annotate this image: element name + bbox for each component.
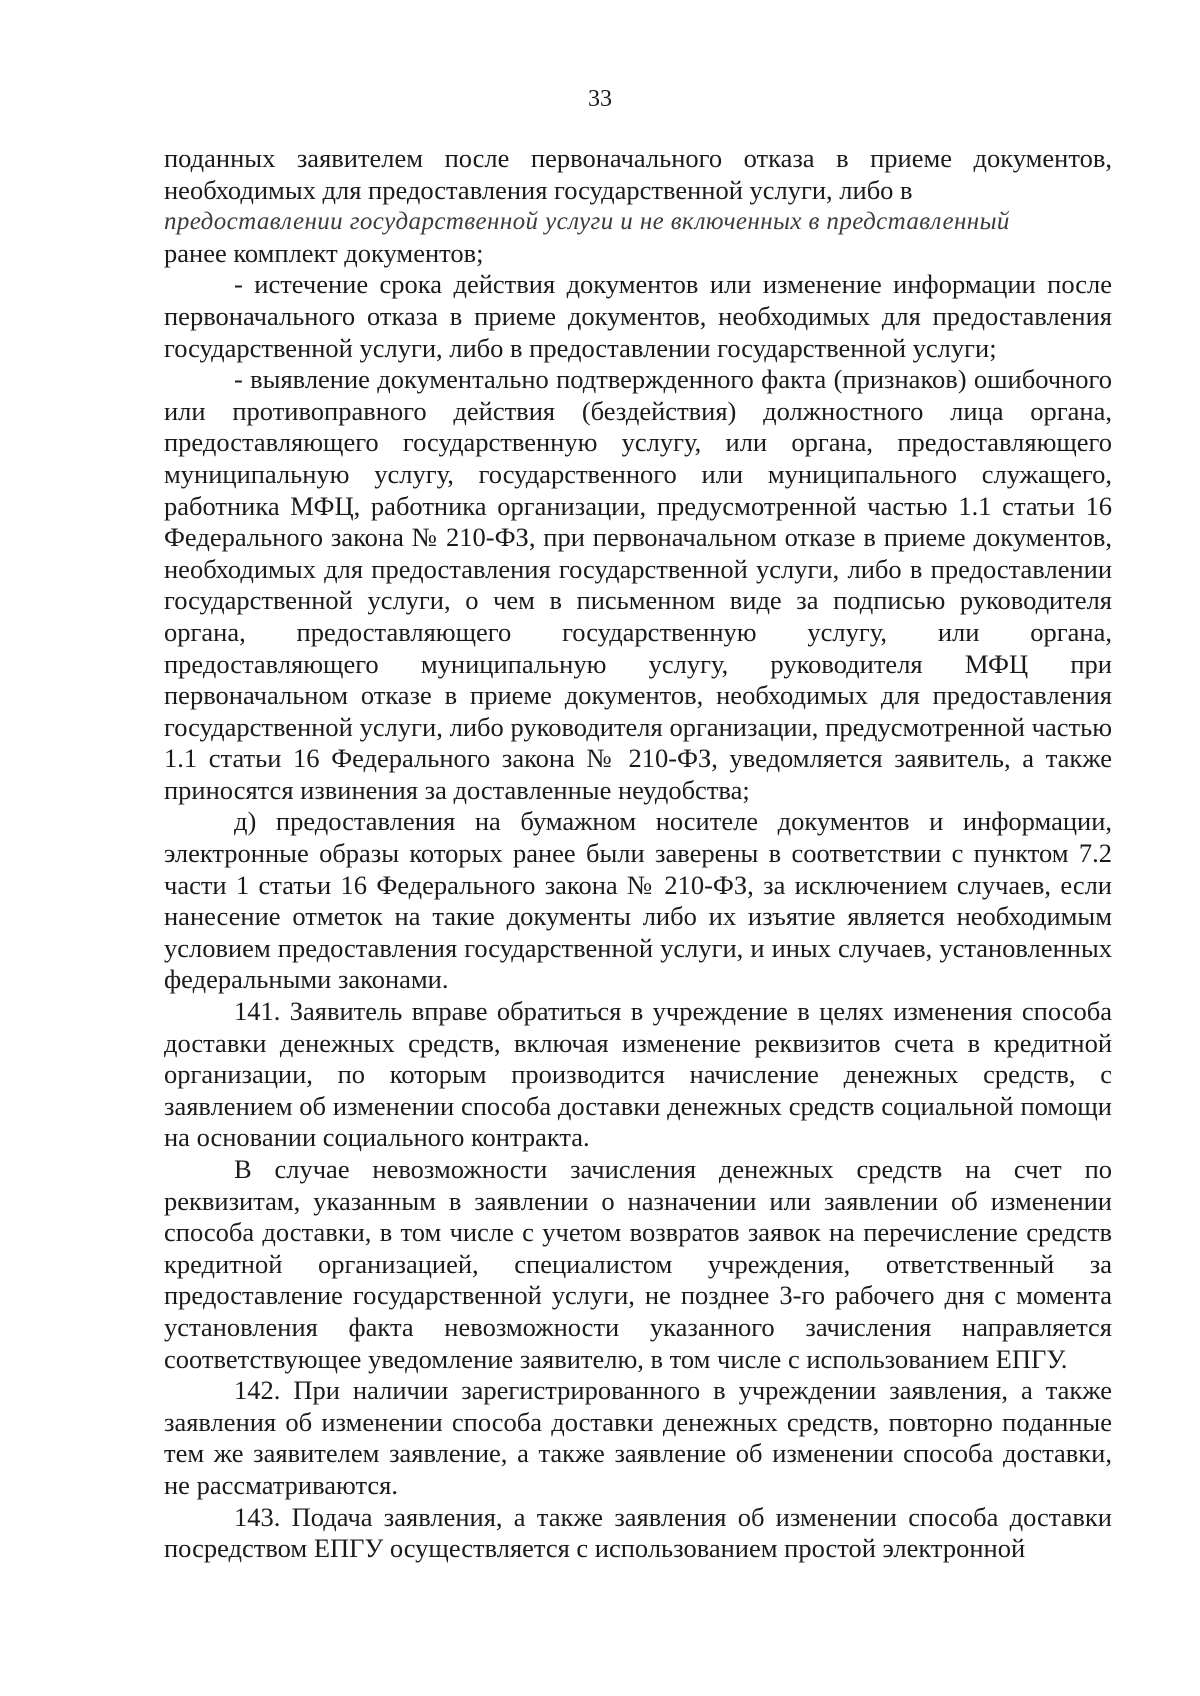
paragraph-142: 142. При наличии зарегистрированного в учреждении заявления, а также заявления об изменении способа доставки денежных средств, повторно поданные тем же заявителем заявление, а также заявление об изменении способа доставки, не рассматриваются. [164,1375,1112,1500]
paragraph-item-d: д) предоставления на бумажном носителе документов и информации, электронные образы которых ранее были заверены в соответствии с пунктом 7.2 части 1 статьи 16 Федерального закона № 210-ФЗ, за исключением случаев, если нанесение отметок на такие документы либо их изъятие является необходимым условием предоставления государственной услуги, и иных случаев, установленных федеральными законами. [164,806,1112,995]
paragraph-error-detection: - выявление документально подтвержденного факта (признаков) ошибочного или противоправного действия (бездействия) должностного лица органа, предоставляющего государственную услугу, или органа, предоставляющего муниципальную услугу, государственного или муниципального служащего, работника МФЦ, работника организации, предусмотренной частью 1.1 статьи 16 Федерального закона № 210-ФЗ, при первоначальном отказе в приеме документов, необходимых для предоставления государственной услуги, либо в предоставлении государственной услуги, о чем в письменном виде за подписью руководителя органа, предоставляющего государственную услугу, или органа, предоставляющего муниципальную услугу, руководителя МФЦ при первоначальном отказе в приеме документов, необходимых для предоставления государственной услуги, либо руководителя организации, предусмотренной частью 1.1 статьи 16 Федерального закона № 210-ФЗ, уведомляется заявитель, а также приносятся извинения за доставленные неудобства; [164,364,1112,805]
paragraph-continuation: поданных заявителем после первоначального отказа в приеме документов, необходимых для предоставления государственной услуги, либо в [164,143,1112,205]
paragraph-expiry: - истечение срока действия документов или изменение информации после первоначального отказа в приеме документов, необходимых для предоставления государственной услуги, либо в предоставлении государственной услуги; [164,269,1112,363]
paragraph-143: 143. Подача заявления, а также заявления об изменении способа доставки посредством ЕПГУ осуществляется с использованием простой электронной [164,1501,1112,1564]
paragraph-continuation-faint-line: предоставлении государственной услуги и не включенных в представленный [164,208,1010,236]
paragraph-141: 141. Заявитель вправе обратиться в учреждение в целях изменения способа доставки денежных средств, включая изменение реквизитов счета в кредитной организации, по которым производится начисление денежных средств, с заявлением об изменении способа доставки денежных средств социальной помощи на основании социального контракта. [164,996,1112,1153]
document-body [164,143,1112,1565]
paragraph-141-continued: В случае невозможности зачисления денежных средств на счет по реквизитам, указанным в заявлении о назначении или заявлении об изменении способа доставки, в том числе с учетом возвратов заявок на перечисление средств кредитной организацией, специалистом учреждения, ответственный за предоставление государственной услуги, не позднее 3-го рабочего дня с момента установления факта невозможности указанного зачисления направляется соответствующее уведомление заявителю, в том числе с использованием ЕПГУ. [164,1154,1112,1374]
paragraph-continuation-end: ранее комплект документов; [164,237,484,268]
page-number: 33 [588,86,612,112]
